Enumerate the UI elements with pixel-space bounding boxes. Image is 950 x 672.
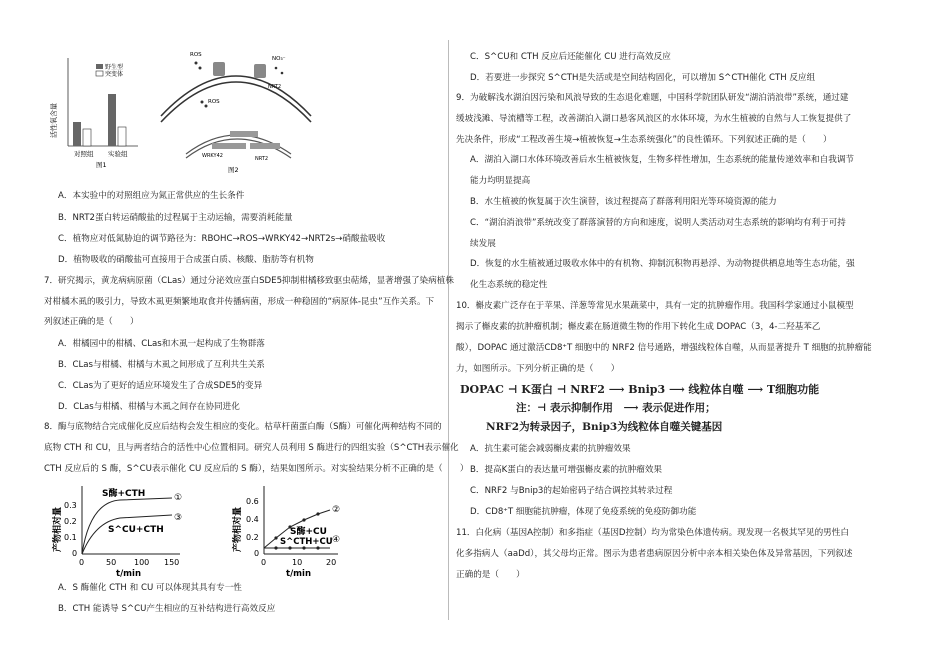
q7-stem-line-2: 对柑橘木虱的吸引力，导致木虱更频繁地取食并传播病菌，形成一种稳固的“病原体-昆虫”互作关系。下 xyxy=(44,297,435,307)
q7-stem-line-3: 列叙述正确的是（ ） xyxy=(44,317,139,327)
chart1-circle-b: ③ xyxy=(174,513,183,523)
q9-option-d-line-2: 化生态系统的稳定性 xyxy=(470,280,548,290)
q10-stem-line-1: 10．槲皮素广泛存在于苹果、洋葱等常见水果蔬菜中，具有一定的抗肿瘤作用。我国科学家通过小鼠模型 xyxy=(456,301,854,311)
figure-1-bar-chart xyxy=(46,46,156,176)
fig1-caption: 图1 xyxy=(96,161,107,169)
q8-option-d: D．若要进一步探究 S^CTH是失活或是空间结构固化，可以增加 S^CTH催化 CTH 反应组 xyxy=(470,73,816,83)
q10-flow-definition: NRF2为转录因子，Bnip3为线粒体自噬关键基因 xyxy=(486,421,723,433)
chart2-circle-b: ④ xyxy=(332,535,341,545)
q9-option-c-line-1: C．“湖泊消浪带”系统改变了群落演替的方向和速度，说明人类活动对生态系统的影响均有利于可持 xyxy=(470,218,846,228)
chart2-ytick-2: 0.4 xyxy=(246,515,259,524)
chart1-ytick-1: 0.1 xyxy=(64,533,77,542)
chart2-ylabel: 产物相对量 xyxy=(233,506,243,552)
q10-stem-line-2: 揭示了槲皮素的抗肿瘤机制；槲皮素在肠道微生物的作用下转化生成 DOPAC（3，4-二羟基苯乙 xyxy=(456,322,821,332)
chart1-label-top: S酶+CTH xyxy=(102,489,146,499)
q7-option-b: B．CLas与柑橘、柑橘与木虱之间形成了互利共生关系 xyxy=(58,360,265,370)
q11-stem-line-3: 正确的是（ ） xyxy=(456,570,525,580)
chart1-xtick-1: 50 xyxy=(106,558,117,567)
chart2-ytick-1: 0.2 xyxy=(246,533,259,542)
fig2-caption: 图2 xyxy=(228,166,239,174)
chart2-circle-a: ② xyxy=(332,505,341,515)
q11-stem-line-1: 11．白化病（基因A控制）和多指症（基因D控制）均为常染色体遗传病。现发现一名极其罕见的男性白 xyxy=(456,528,849,538)
chart2-xtick-2: 20 xyxy=(326,558,337,567)
fig2-label-nrt2-top: NRT2 xyxy=(268,84,282,90)
chart1-xtick-3: 150 xyxy=(164,558,180,567)
chart1-ylabel: 产物相对量 xyxy=(53,506,63,552)
chart1-xtick-0: 0 xyxy=(79,558,85,567)
fig1-bar-exp-wt xyxy=(108,94,116,146)
fig1-ylabel: 活性氧含量 xyxy=(50,103,58,138)
chart1-xlabel: t/min xyxy=(116,569,141,578)
q9-option-a-line-2: 能力均明显提高 xyxy=(470,176,531,186)
q10-option-a: A．抗生素可能会减弱槲皮素的抗肿瘤效果 xyxy=(470,444,631,454)
fig1-legend-1: 野生型 xyxy=(105,64,124,71)
chart1-ytick-0: 0 xyxy=(72,549,78,558)
chart2-ytick-3: 0.6 xyxy=(246,497,259,506)
q8-option-c: C．S^CU和 CTH 反应后还能催化 CU 进行高效反应 xyxy=(470,52,671,62)
q9-stem-line-3: 先决条件，形成“工程改善生境→植被恢复→生态系统强化”的良性循环。下列叙述正确的是（ ） xyxy=(456,135,832,145)
chart2-xlabel: t/min xyxy=(286,569,311,578)
q6-option-a: A．本实验中的对照组应为氮正常供应的生长条件 xyxy=(58,191,245,201)
chart2-xtick-1: 10 xyxy=(292,558,303,567)
chart2-label-bottom: S^CTH+CU xyxy=(280,537,333,547)
q8-stem-line-3: CTH 反应后的 S 酶，S^CU表示催化 CU 反应后的 S 酶），结果如图所示。对实验结果分析不正确的是（ ） xyxy=(44,464,469,474)
chart1-ytick-2: 0.2 xyxy=(64,517,77,526)
q8-chart-2 xyxy=(230,482,370,578)
q9-stem-line-2: 缓坡浅滩、导流槽等工程，改善湖泊入湖口悬客风浪区的水体环境，为水生植被的自然与人工恢复提供了 xyxy=(456,114,852,124)
fig1-bar-control-mut xyxy=(83,129,91,146)
q9-stem-line-1: 9．为破解浅水湖泊因污染和风浪导致的生态退化难题，中国科学院团队研发“湖泊消浪带”系统，通过建 xyxy=(456,93,849,103)
chart1-xtick-2: 100 xyxy=(134,558,150,567)
fig2-label-ros-top: ROS xyxy=(190,52,202,58)
q10-flow-pathway: DOPAC ⊣ K蛋白 ⊣ NRF2 ⟶ Bnip3 ⟶ 线粒体自噬 ⟶ T细胞功能 xyxy=(460,383,820,396)
q10-option-b: B．提高K蛋白的表达量可增强槲皮素的抗肿瘤效果 xyxy=(470,465,663,475)
fig1-legend-2: 突变体 xyxy=(105,71,124,78)
q8-stem-line-2: 底物 CTH 和 CU，且与两者结合的活性中心位置相同。研究人员利用 S 酶进行的四组实验（S^CTH表示催化 xyxy=(44,443,459,453)
q10-flow-note: 注：⊣ 表示抑制作用 ⟶ 表示促进作用； xyxy=(516,402,716,414)
q8-option-b: B．CTH 能诱导 S^CU产生相应的互补结构进行高效反应 xyxy=(58,604,276,614)
q7-option-a: A．柑橘园中的柑橘、CLas和木虱一起构成了生物群落 xyxy=(58,339,265,349)
q6-option-d: D．植物吸收的硝酸盐可直接用于合成蛋白质、核酸、脂肪等有机物 xyxy=(58,255,314,265)
q7-option-c: C．CLas为了更好的适应环境发生了合成SDE5的变异 xyxy=(58,381,263,391)
q9-option-b: B．水生植被的恢复属于次生演替，该过程提高了群落利用阳光等环境资源的能力 xyxy=(470,197,777,207)
q7-option-d: D．CLas与柑橘、柑橘与木虱之间存在协同进化 xyxy=(58,402,240,412)
q6-option-b: B．NRT2蛋白转运硝酸盐的过程属于主动运输，需要消耗能量 xyxy=(58,213,293,223)
q10-option-c: C．NRF2 与Bnip3的起始密码子结合调控其转录过程 xyxy=(470,486,673,496)
fig2-label-ros-mid: ROS xyxy=(208,99,220,105)
chart2-ytick-0: 0 xyxy=(254,549,260,558)
q10-stem-line-3: 酸），DOPAC 通过激活CD8⁺T 细胞中的 NRF2 信号通路，增强线粒体自噬，从而显著提升 T 细胞的抗肿瘤能 xyxy=(456,343,872,353)
chart1-circle-a: ① xyxy=(174,493,183,503)
fig2-label-no3: NO₃⁻ xyxy=(272,56,286,62)
fig1-cat-1: 对照组 xyxy=(74,150,94,158)
chart2-label-top: S酶+CU xyxy=(290,527,327,537)
chart2-xtick-0: 0 xyxy=(261,558,267,567)
q8-stem-line-1: 8．酶与底物结合完成催化反应后结构会发生相应的变化。枯草杆菌蛋白酶（S酶）可催化两种结构不同的 xyxy=(44,422,442,432)
q10-stem-line-4: 力，如图所示。下列分析正确的是（ ） xyxy=(456,364,620,374)
chart1-label-bottom: S^CU+CTH xyxy=(108,525,164,535)
q9-option-a-line-1: A．湖泊入湖口水体环境改善后水生植被恢复，生物多样性增加，生态系统的能量传递效率和自我调节 xyxy=(470,155,855,165)
fig2-label-nrt2-bottom: NRT2 xyxy=(255,156,269,162)
q8-option-a: A．S 酶催化 CTH 和 CU 可以体现其具有专一性 xyxy=(58,583,242,593)
q9-option-c-line-2: 续发展 xyxy=(470,239,496,249)
q11-stem-line-2: 化多指病人（aaDd），其父母均正常。图示为患者患病原因分析中亲本相关染色体及异常基因，下列叙述 xyxy=(456,549,853,559)
q10-option-d: D．CD8⁺T 细胞能抗肿瘤，体现了免疫系统的免疫防御功能 xyxy=(470,507,697,517)
chart1-ytick-3: 0.3 xyxy=(64,501,77,510)
q8-chart-1 xyxy=(50,482,220,578)
q7-stem-line-1: 7．研究揭示，黄龙病病原菌（CLas）通过分泌效应蛋白SDE5抑制柑橘移致驱虫萜烯，显著增强了染病植株 xyxy=(44,276,454,286)
fig1-bar-control-wt xyxy=(73,122,81,146)
fig1-bar-exp-mut xyxy=(118,127,126,146)
figure-2-cell-diagram xyxy=(156,46,316,176)
column-divider xyxy=(448,40,449,620)
q9-option-d-line-1: D．恢复的水生植被通过吸收水体中的有机物、抑制沉积物再悬浮、为动物提供栖息地等生态功能，强 xyxy=(470,259,855,269)
fig1-cat-2: 实验组 xyxy=(108,150,128,158)
q6-option-c: C．植物应对低氮胁迫的调节路径为：RBOHC→ROS→WRKY42→NRT2s→硝酸盐吸收 xyxy=(58,234,386,244)
fig2-label-wrky42: WRKY42 xyxy=(202,153,223,159)
